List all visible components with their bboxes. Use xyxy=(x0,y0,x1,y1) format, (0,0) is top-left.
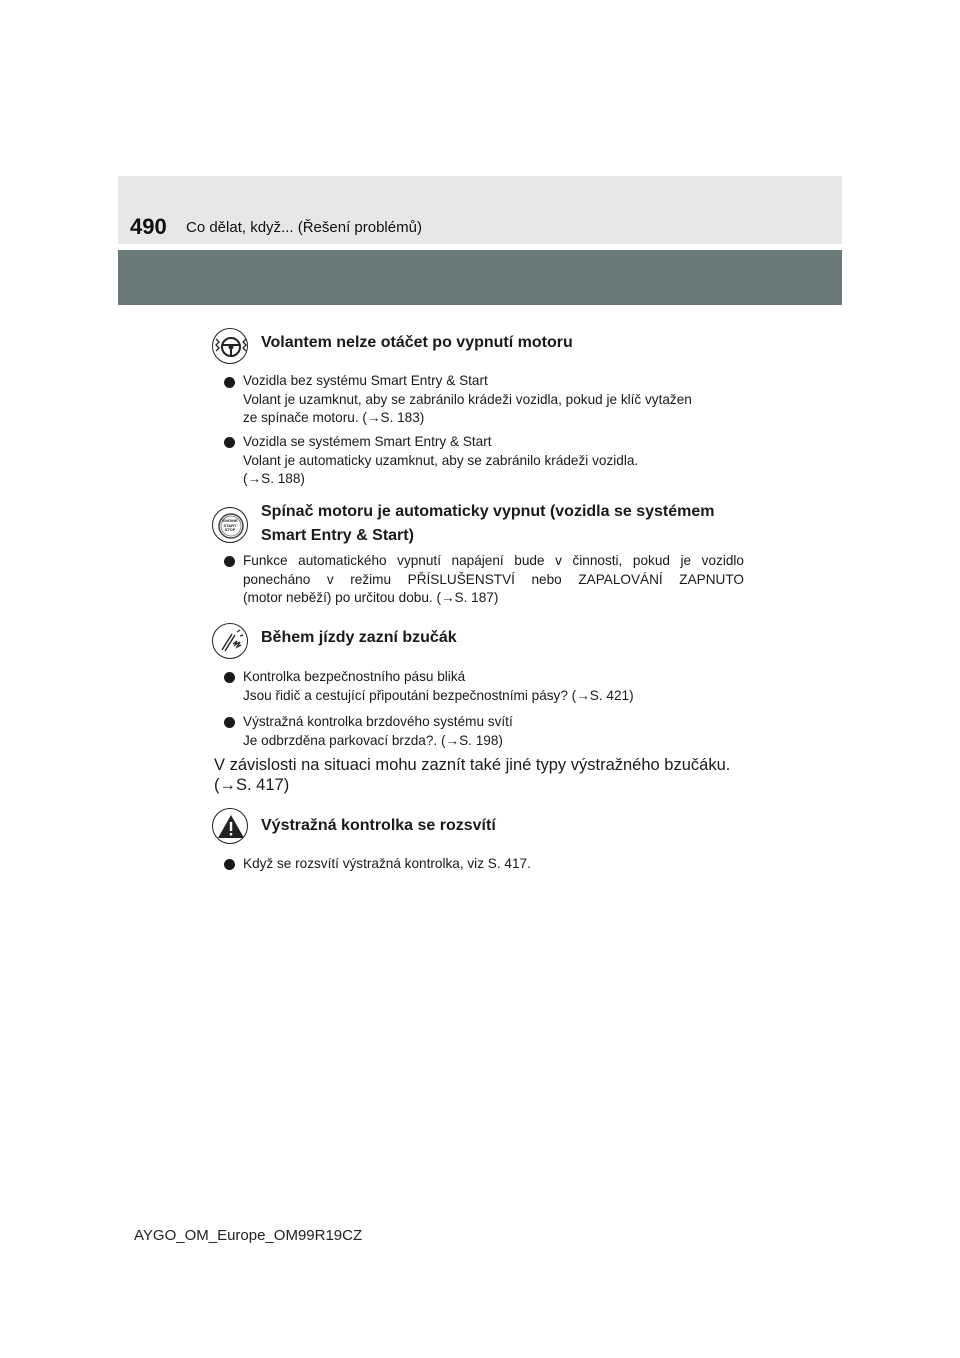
bullet xyxy=(224,672,235,683)
list-item-line: (motor neběží) po určitou dobu. (→S. 187) xyxy=(243,590,499,605)
list-item xyxy=(243,552,744,608)
warning-triangle-icon xyxy=(212,808,248,844)
buzzer-sound-icon xyxy=(212,623,248,659)
list-item xyxy=(243,855,531,874)
bullet xyxy=(224,437,235,448)
bullet xyxy=(224,859,235,870)
list-item-line: Výstražná kontrolka brzdového systému svítí xyxy=(243,714,513,729)
list-item-line: Když se rozsvítí výstražná kontrolka, viz S. 417. xyxy=(243,856,531,871)
list-item xyxy=(243,372,692,428)
engine-start-stop-button-icon xyxy=(212,507,248,543)
bullet xyxy=(224,717,235,728)
section-heading: Volantem nelze otáčet po vypnutí motoru xyxy=(261,334,573,351)
steering-lock-icon xyxy=(212,328,248,364)
list-item-line: ponecháno v režimu PŘÍSLUŠENSTVÍ nebo ZAPALOVÁNÍ ZAPNUTO xyxy=(243,571,744,587)
list-item-line: Je odbrzděna parkovací brzda?. (→S. 198) xyxy=(243,732,503,748)
header-title: Co dělat, když... (Řešení problémů) xyxy=(186,219,422,236)
list-item-line: Funkce automatického vypnutí napájení bude v činnosti, pokud je vozidlo xyxy=(243,553,744,568)
note-line: (→S. 417) xyxy=(214,776,290,794)
section-bar xyxy=(118,250,842,305)
list-item-line: Kontrolka bezpečnostního pásu bliká xyxy=(243,669,466,684)
bullet xyxy=(224,377,235,388)
section-heading xyxy=(261,500,714,548)
button-label-line: STOP xyxy=(224,527,236,533)
list-item xyxy=(243,713,513,750)
note xyxy=(214,755,730,795)
list-item-line: Vozidla se systémem Smart Entry & Start xyxy=(243,434,492,449)
section-heading: Výstražná kontrolka se rozsvítí xyxy=(261,817,496,834)
page-number: 490 xyxy=(130,214,167,239)
list-item-line: (→S. 188) xyxy=(243,471,305,486)
list-item-line: ze spínače motoru. (→S. 183) xyxy=(243,410,425,425)
footer-doc-id: AYGO_OM_Europe_OM99R19CZ xyxy=(134,1227,363,1244)
button-label-line: ENGINE xyxy=(222,518,238,523)
list-item-line: Jsou řidič a cestující připoutáni bezpečnostními pásy? (→S. 421) xyxy=(243,687,634,703)
heading-line: Spínač motoru je automaticky vypnut (vozidla se systémem xyxy=(261,503,715,520)
list-item xyxy=(243,668,634,705)
list-item-line: Volant je uzamknut, aby se zabránilo krádeži vozidla, pokud je klíč vytažen xyxy=(243,391,692,407)
list-item-line: Volant je automaticky uzamknut, aby se zabránilo krádeži vozidla. xyxy=(243,452,639,468)
section-heading: Během jízdy zazní bzučák xyxy=(261,629,457,646)
bullet xyxy=(224,556,235,567)
button-label-line: START xyxy=(223,522,237,528)
list-item-line: Vozidla bez systému Smart Entry & Start xyxy=(243,373,488,388)
note-line: V závislosti na situaci mohu zaznít také jiné typy výstražného bzučáku. xyxy=(214,756,731,774)
list-item xyxy=(243,433,638,489)
heading-line: Smart Entry & Start) xyxy=(261,527,414,544)
